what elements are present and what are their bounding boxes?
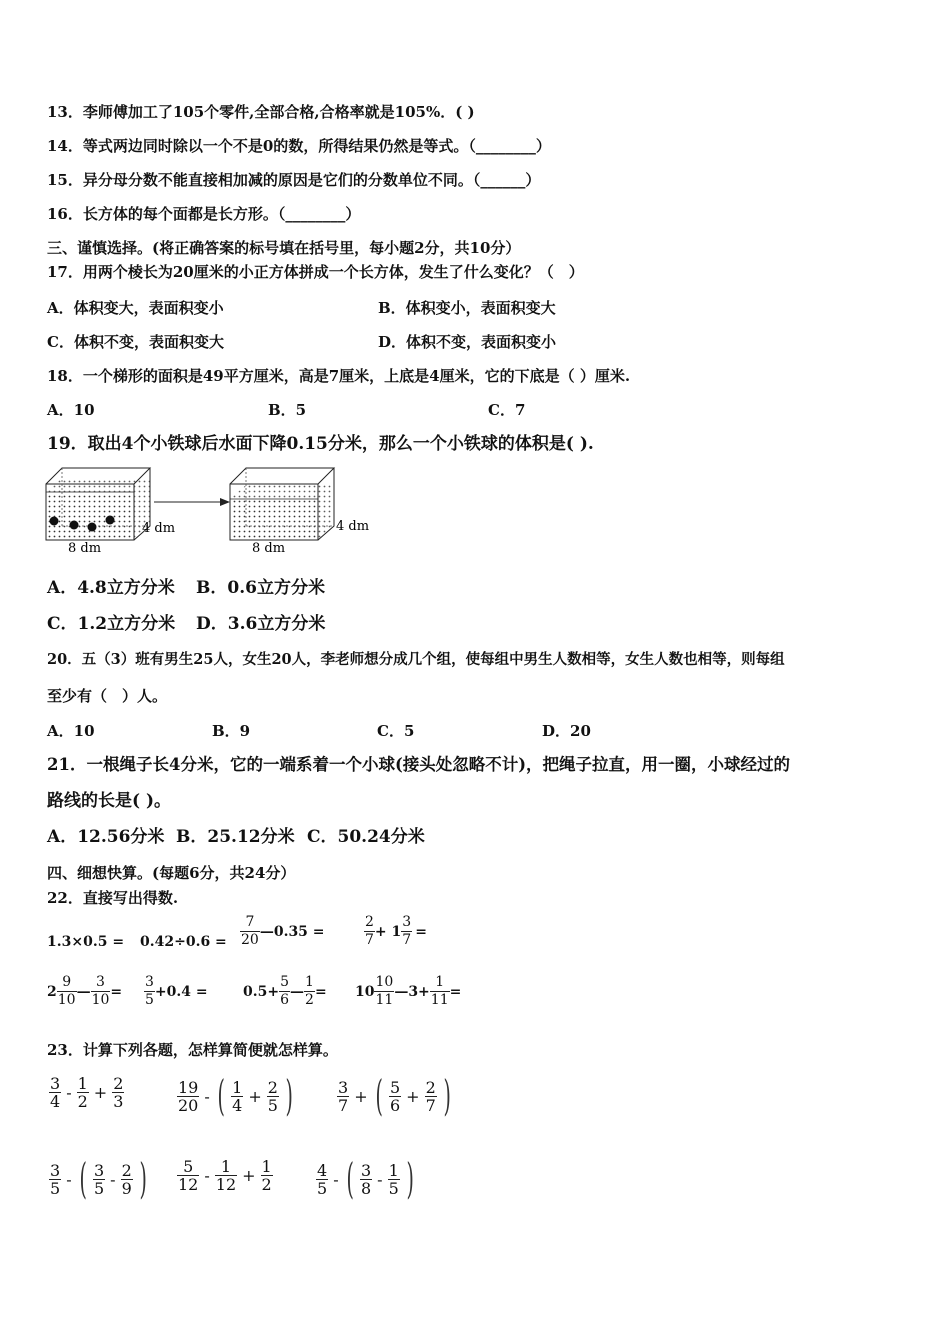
q23-expression-6: $\frac{4}{5}$ - ( $\frac{3}{8}$ - $\frac{1}{5}$ )	[317, 1154, 414, 1203]
q23-expression-5: $\frac{5}{12}$ - $\frac{1}{12}$ + $\frac{1}{2}$	[178, 1157, 272, 1194]
question-17: 17．用两个棱长为20厘米的小正方体拼成一个长方体，发生了什么变化？（ ）	[47, 263, 584, 281]
q22-item-a: 1.3×0.5 =	[47, 934, 125, 950]
q21-option-a: A．12.56分米	[47, 827, 165, 847]
q19-tank-figure	[42, 464, 372, 556]
tank-width-label-left: 8 dm	[68, 541, 102, 556]
q20-option-d: D．20	[542, 722, 591, 740]
q22-item-c: $\frac{7}{20}$ —0.35 =	[241, 914, 325, 948]
q19-option-a: A．4.8立方分米	[47, 578, 175, 598]
question-21-line-2: 路线的长是( )。	[47, 791, 172, 811]
q22-item-d: $\frac{2}{7}$ + 1 $\frac{3}{7}$ =	[365, 914, 427, 948]
question-14: 14．等式两边同时除以一个不是0的数，所得结果仍然是等式。（________）	[47, 137, 551, 155]
q22-item-h: 10 $\frac{10}{11}$ —3+ $\frac{1}{11}$ =	[355, 974, 462, 1008]
tank-before	[46, 468, 175, 556]
q23-expression-3: $\frac{3}{7}$ + ( $\frac{5}{6}$ + $\frac{2}{7}$ )	[338, 1071, 451, 1120]
q23-expression-2: $\frac{19}{20}$ - ( $\frac{1}{4}$ + $\frac{2}{5}$ )	[178, 1071, 293, 1120]
tank-width-label-right: 8 dm	[252, 541, 286, 556]
question-21-line-1: 21．一根绳子长4分米，它的一端系着一个小球(接头处忽略不计)，把绳子拉直，用一圈，小球经过的	[47, 755, 791, 774]
q21-option-c: C．50.24分米	[307, 827, 425, 847]
iron-ball-icon	[106, 516, 115, 525]
q22-item-f: $\frac{3}{5}$ +0.4 =	[145, 974, 208, 1008]
q20-option-a: A．10	[47, 722, 95, 740]
question-23: 23．计算下列各题，怎样算简便就怎样算。	[47, 1041, 338, 1059]
q17-option-b: B．体积变小，表面积变大	[378, 299, 556, 317]
question-22: 22．直接写出得数.	[47, 889, 179, 907]
iron-ball-icon	[88, 523, 97, 532]
q19-option-d: D．3.6立方分米	[196, 614, 326, 634]
q20-option-b: B．9	[212, 722, 251, 740]
q20-option-c: C．5	[377, 722, 415, 740]
q22-item-e: 2 $\frac{9}{10}$ — $\frac{3}{10}$ =	[47, 974, 123, 1008]
section-3-heading: 三、谨慎选择。(将正确答案的标号填在括号里，每小题2分，共10分）	[47, 239, 521, 257]
question-20-line-2: 至少有（ ）人。	[47, 687, 168, 705]
iron-ball-icon	[70, 521, 79, 530]
q18-option-b: B．5	[268, 401, 307, 419]
q17-option-d: D．体积不变，表面积变小	[378, 333, 557, 351]
q18-option-c: C．7	[488, 401, 526, 419]
arrow-right-icon	[154, 498, 230, 506]
question-13: 13．李师傅加工了105个零件,全部合格,合格率就是105%．( )	[47, 103, 475, 121]
question-19: 19．取出4个小铁球后水面下降0.15分米，那么一个小铁球的体积是( ).	[47, 434, 594, 454]
tank-after	[230, 468, 369, 556]
q22-item-b: 0.42÷0.6 =	[140, 934, 227, 950]
tank-height-label-right: 4 dm	[336, 519, 370, 534]
tank-height-label-left: 4 dm	[142, 521, 176, 536]
question-20-line-1: 20．五（3）班有男生25人，女生20人，李老师想分成几个组，使每组中男生人数相等，女生人数也相等，则每组	[47, 651, 785, 668]
q18-option-a: A．10	[47, 401, 95, 419]
question-15: 15．异分母分数不能直接相加减的原因是它们的分数单位不同。（______）	[47, 171, 541, 189]
question-16: 16．长方体的每个面都是长方形。（________）	[47, 205, 361, 223]
q23-expression-4: $\frac{3}{5}$ - ( $\frac{3}{5}$ - $\frac{2}{9}$ )	[50, 1154, 147, 1203]
question-18: 18．一个梯形的面积是49平方厘米，高是7厘米，上底是4厘米，它的下底是（ ）厘米.	[47, 367, 631, 385]
q19-option-c: C．1.2立方分米	[47, 614, 176, 634]
q21-option-b: B．25.12分米	[176, 827, 295, 847]
q17-option-a: A．体积变大，表面积变小	[47, 299, 224, 317]
q22-item-g: 0.5+ $\frac{5}{6}$ — $\frac{1}{2}$ =	[243, 974, 327, 1008]
section-4-heading: 四、细想快算。(每题6分，共24分）	[47, 864, 296, 882]
iron-ball-icon	[50, 517, 59, 526]
q19-option-b: B．0.6立方分米	[196, 578, 325, 598]
q17-option-c: C．体积不变，表面积变大	[47, 333, 224, 351]
q23-expression-1: $\frac{3}{4}$ - $\frac{1}{2}$ + $\frac{2}{3}$	[50, 1074, 124, 1111]
